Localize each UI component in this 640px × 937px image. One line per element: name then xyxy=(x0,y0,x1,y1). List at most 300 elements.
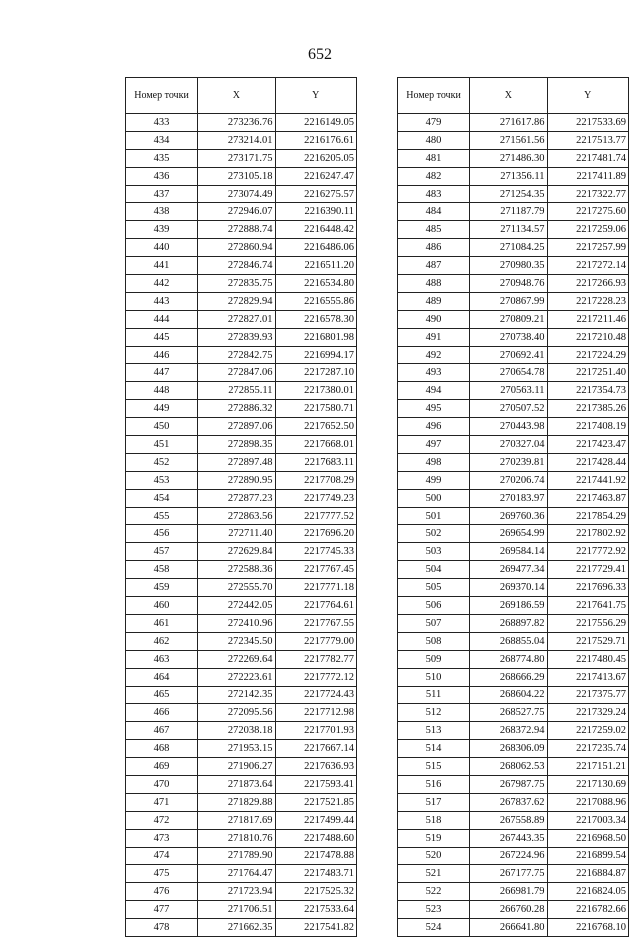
x-coordinate-cell: 272269.64 xyxy=(198,650,275,668)
point-number-cell: 513 xyxy=(398,722,470,740)
y-coordinate-cell: 2217580.71 xyxy=(275,400,356,418)
y-coordinate-cell: 2217708.29 xyxy=(275,471,356,489)
point-number-cell: 457 xyxy=(126,543,198,561)
point-number-cell: 440 xyxy=(126,239,198,257)
y-coordinate-cell: 2217499.44 xyxy=(275,811,356,829)
table-row xyxy=(126,829,357,847)
point-number-cell: 477 xyxy=(126,901,198,919)
point-number-cell: 442 xyxy=(126,275,198,293)
x-coordinate-cell: 271356.11 xyxy=(470,167,547,185)
point-number-cell: 448 xyxy=(126,382,198,400)
point-number-cell: 522 xyxy=(398,883,470,901)
table-row xyxy=(398,364,629,382)
point-number-cell: 474 xyxy=(126,847,198,865)
point-number-cell: 521 xyxy=(398,865,470,883)
y-coordinate-cell: 2216511.20 xyxy=(275,257,356,275)
point-number-cell: 478 xyxy=(126,919,198,937)
x-coordinate-cell: 267837.62 xyxy=(470,793,547,811)
table-row xyxy=(126,489,357,507)
table-row xyxy=(398,919,629,937)
x-coordinate-cell: 270443.98 xyxy=(470,418,547,436)
y-coordinate-cell: 2217767.55 xyxy=(275,614,356,632)
y-coordinate-cell: 2216247.47 xyxy=(275,167,356,185)
x-coordinate-cell: 272223.61 xyxy=(198,668,275,686)
table-row xyxy=(126,400,357,418)
table-row xyxy=(398,114,629,132)
x-coordinate-cell: 269584.14 xyxy=(470,543,547,561)
x-coordinate-cell: 269477.34 xyxy=(470,561,547,579)
y-coordinate-cell: 2217130.69 xyxy=(547,775,628,793)
header-y: Y xyxy=(275,78,356,114)
header-x: X xyxy=(198,78,275,114)
x-coordinate-cell: 272897.06 xyxy=(198,418,275,436)
table-row xyxy=(126,364,357,382)
y-coordinate-cell: 2217322.77 xyxy=(547,185,628,203)
table-row xyxy=(398,632,629,650)
x-coordinate-cell: 271486.30 xyxy=(470,149,547,167)
x-coordinate-cell: 271906.27 xyxy=(198,758,275,776)
y-coordinate-cell: 2217481.74 xyxy=(547,149,628,167)
x-coordinate-cell: 272095.56 xyxy=(198,704,275,722)
point-number-cell: 479 xyxy=(398,114,470,132)
point-number-cell: 465 xyxy=(126,686,198,704)
y-coordinate-cell: 2217854.29 xyxy=(547,507,628,525)
table-row xyxy=(126,811,357,829)
point-number-cell: 493 xyxy=(398,364,470,382)
y-coordinate-cell: 2216205.05 xyxy=(275,149,356,167)
point-number-cell: 455 xyxy=(126,507,198,525)
table-row xyxy=(398,257,629,275)
x-coordinate-cell: 273105.18 xyxy=(198,167,275,185)
header-y: Y xyxy=(547,78,628,114)
point-number-cell: 509 xyxy=(398,650,470,668)
y-coordinate-cell: 2217745.33 xyxy=(275,543,356,561)
table-row xyxy=(126,203,357,221)
y-coordinate-cell: 2217767.45 xyxy=(275,561,356,579)
table-row xyxy=(126,883,357,901)
point-number-cell: 452 xyxy=(126,453,198,471)
point-number-cell: 470 xyxy=(126,775,198,793)
point-number-cell: 466 xyxy=(126,704,198,722)
table-row xyxy=(126,543,357,561)
x-coordinate-cell: 271084.25 xyxy=(470,239,547,257)
point-number-cell: 500 xyxy=(398,489,470,507)
x-coordinate-cell: 267443.35 xyxy=(470,829,547,847)
y-coordinate-cell: 2217636.93 xyxy=(275,758,356,776)
x-coordinate-cell: 272711.40 xyxy=(198,525,275,543)
table-row xyxy=(126,793,357,811)
x-coordinate-cell: 270809.21 xyxy=(470,310,547,328)
table-row xyxy=(126,239,357,257)
y-coordinate-cell: 2217228.23 xyxy=(547,292,628,310)
x-coordinate-cell: 267558.89 xyxy=(470,811,547,829)
table-row xyxy=(126,346,357,364)
x-coordinate-cell: 271561.56 xyxy=(470,131,547,149)
table-row xyxy=(398,561,629,579)
table-row xyxy=(398,275,629,293)
x-coordinate-cell: 272410.96 xyxy=(198,614,275,632)
point-number-cell: 471 xyxy=(126,793,198,811)
table-row xyxy=(398,829,629,847)
y-coordinate-cell: 2217463.87 xyxy=(547,489,628,507)
y-coordinate-cell: 2217287.10 xyxy=(275,364,356,382)
x-coordinate-cell: 273171.75 xyxy=(198,149,275,167)
x-coordinate-cell: 272038.18 xyxy=(198,722,275,740)
y-coordinate-cell: 2217210.48 xyxy=(547,328,628,346)
table-row xyxy=(126,292,357,310)
x-coordinate-cell: 272842.75 xyxy=(198,346,275,364)
table-row xyxy=(126,597,357,615)
y-coordinate-cell: 2216176.61 xyxy=(275,131,356,149)
x-coordinate-cell: 272829.94 xyxy=(198,292,275,310)
y-coordinate-cell: 2216555.86 xyxy=(275,292,356,310)
y-coordinate-cell: 2217729.41 xyxy=(547,561,628,579)
point-number-cell: 510 xyxy=(398,668,470,686)
x-coordinate-cell: 271617.86 xyxy=(470,114,547,132)
table-row xyxy=(398,614,629,632)
x-coordinate-cell: 271723.94 xyxy=(198,883,275,901)
table-row xyxy=(126,775,357,793)
x-coordinate-cell: 273074.49 xyxy=(198,185,275,203)
table-row xyxy=(398,722,629,740)
x-coordinate-cell: 272345.50 xyxy=(198,632,275,650)
y-coordinate-cell: 2217483.71 xyxy=(275,865,356,883)
x-coordinate-cell: 267177.75 xyxy=(470,865,547,883)
y-coordinate-cell: 2217683.11 xyxy=(275,453,356,471)
y-coordinate-cell: 2216486.06 xyxy=(275,239,356,257)
x-coordinate-cell: 268372.94 xyxy=(470,722,547,740)
table-row xyxy=(126,722,357,740)
point-number-cell: 445 xyxy=(126,328,198,346)
table-header-row xyxy=(126,78,357,114)
y-coordinate-cell: 2217259.06 xyxy=(547,221,628,239)
y-coordinate-cell: 2216149.05 xyxy=(275,114,356,132)
point-number-cell: 504 xyxy=(398,561,470,579)
x-coordinate-cell: 272827.01 xyxy=(198,310,275,328)
x-coordinate-cell: 270327.04 xyxy=(470,436,547,454)
y-coordinate-cell: 2217513.77 xyxy=(547,131,628,149)
table-row xyxy=(398,811,629,829)
header-point-number: Номер точки xyxy=(126,78,198,114)
y-coordinate-cell: 2216801.98 xyxy=(275,328,356,346)
y-coordinate-cell: 2217802.92 xyxy=(547,525,628,543)
point-number-cell: 444 xyxy=(126,310,198,328)
x-coordinate-cell: 268604.22 xyxy=(470,686,547,704)
y-coordinate-cell: 2217251.40 xyxy=(547,364,628,382)
table-row xyxy=(126,310,357,328)
point-number-cell: 484 xyxy=(398,203,470,221)
table-row xyxy=(398,400,629,418)
x-coordinate-cell: 272847.06 xyxy=(198,364,275,382)
x-coordinate-cell: 270867.99 xyxy=(470,292,547,310)
x-coordinate-cell: 270980.35 xyxy=(470,257,547,275)
point-number-cell: 494 xyxy=(398,382,470,400)
x-coordinate-cell: 272898.35 xyxy=(198,436,275,454)
y-coordinate-cell: 2217480.45 xyxy=(547,650,628,668)
point-number-cell: 508 xyxy=(398,632,470,650)
y-coordinate-cell: 2217525.32 xyxy=(275,883,356,901)
y-coordinate-cell: 2217712.98 xyxy=(275,704,356,722)
point-number-cell: 436 xyxy=(126,167,198,185)
x-coordinate-cell: 271706.51 xyxy=(198,901,275,919)
x-coordinate-cell: 272877.23 xyxy=(198,489,275,507)
table-row xyxy=(398,686,629,704)
table-row xyxy=(126,668,357,686)
x-coordinate-cell: 267224.96 xyxy=(470,847,547,865)
x-coordinate-cell: 266760.28 xyxy=(470,901,547,919)
point-number-cell: 449 xyxy=(126,400,198,418)
x-coordinate-cell: 271764.47 xyxy=(198,865,275,883)
table-row xyxy=(398,131,629,149)
table-row xyxy=(398,167,629,185)
table-row xyxy=(126,436,357,454)
table-row xyxy=(126,865,357,883)
point-number-cell: 483 xyxy=(398,185,470,203)
point-number-cell: 451 xyxy=(126,436,198,454)
point-number-cell: 515 xyxy=(398,758,470,776)
x-coordinate-cell: 271187.79 xyxy=(470,203,547,221)
x-coordinate-cell: 269760.36 xyxy=(470,507,547,525)
x-coordinate-cell: 266981.79 xyxy=(470,883,547,901)
x-coordinate-cell: 271873.64 xyxy=(198,775,275,793)
x-coordinate-cell: 271134.57 xyxy=(470,221,547,239)
y-coordinate-cell: 2217764.61 xyxy=(275,597,356,615)
point-number-cell: 481 xyxy=(398,149,470,167)
table-row xyxy=(398,203,629,221)
table-row xyxy=(126,740,357,758)
point-number-cell: 518 xyxy=(398,811,470,829)
y-coordinate-cell: 2217354.73 xyxy=(547,382,628,400)
x-coordinate-cell: 270948.76 xyxy=(470,275,547,293)
table-row xyxy=(398,883,629,901)
y-coordinate-cell: 2216448.42 xyxy=(275,221,356,239)
table-row xyxy=(126,579,357,597)
point-number-cell: 475 xyxy=(126,865,198,883)
table-header-row xyxy=(398,78,629,114)
point-number-cell: 517 xyxy=(398,793,470,811)
point-number-cell: 516 xyxy=(398,775,470,793)
y-coordinate-cell: 2216884.87 xyxy=(547,865,628,883)
point-number-cell: 514 xyxy=(398,740,470,758)
coordinates-table-right xyxy=(397,77,629,937)
point-number-cell: 506 xyxy=(398,597,470,615)
y-coordinate-cell: 2217385.26 xyxy=(547,400,628,418)
y-coordinate-cell: 2217488.60 xyxy=(275,829,356,847)
table-row xyxy=(398,793,629,811)
y-coordinate-cell: 2217408.19 xyxy=(547,418,628,436)
x-coordinate-cell: 273214.01 xyxy=(198,131,275,149)
point-number-cell: 473 xyxy=(126,829,198,847)
y-coordinate-cell: 2217641.75 xyxy=(547,597,628,615)
point-number-cell: 520 xyxy=(398,847,470,865)
table-row xyxy=(398,328,629,346)
x-coordinate-cell: 271789.90 xyxy=(198,847,275,865)
y-coordinate-cell: 2217724.43 xyxy=(275,686,356,704)
y-coordinate-cell: 2216534.80 xyxy=(275,275,356,293)
table-row xyxy=(126,453,357,471)
y-coordinate-cell: 2217224.29 xyxy=(547,346,628,364)
x-coordinate-cell: 272886.32 xyxy=(198,400,275,418)
table-row xyxy=(126,650,357,668)
point-number-cell: 480 xyxy=(398,131,470,149)
table-row xyxy=(126,114,357,132)
x-coordinate-cell: 268666.29 xyxy=(470,668,547,686)
point-number-cell: 443 xyxy=(126,292,198,310)
table-row xyxy=(398,865,629,883)
x-coordinate-cell: 271829.88 xyxy=(198,793,275,811)
x-coordinate-cell: 268527.75 xyxy=(470,704,547,722)
header-x: X xyxy=(470,78,547,114)
y-coordinate-cell: 2216968.50 xyxy=(547,829,628,847)
table-row xyxy=(398,775,629,793)
point-number-cell: 461 xyxy=(126,614,198,632)
x-coordinate-cell: 267987.75 xyxy=(470,775,547,793)
point-number-cell: 453 xyxy=(126,471,198,489)
x-coordinate-cell: 271953.15 xyxy=(198,740,275,758)
table-row xyxy=(126,704,357,722)
x-coordinate-cell: 272629.84 xyxy=(198,543,275,561)
x-coordinate-cell: 271662.35 xyxy=(198,919,275,937)
table-row xyxy=(398,436,629,454)
point-number-cell: 491 xyxy=(398,328,470,346)
point-number-cell: 434 xyxy=(126,131,198,149)
y-coordinate-cell: 2217782.77 xyxy=(275,650,356,668)
y-coordinate-cell: 2217088.96 xyxy=(547,793,628,811)
point-number-cell: 523 xyxy=(398,901,470,919)
point-number-cell: 482 xyxy=(398,167,470,185)
y-coordinate-cell: 2217777.52 xyxy=(275,507,356,525)
y-coordinate-cell: 2217533.64 xyxy=(275,901,356,919)
y-coordinate-cell: 2217478.88 xyxy=(275,847,356,865)
point-number-cell: 496 xyxy=(398,418,470,436)
table-row xyxy=(398,221,629,239)
table-row xyxy=(126,901,357,919)
x-coordinate-cell: 272897.48 xyxy=(198,453,275,471)
x-coordinate-cell: 268774.80 xyxy=(470,650,547,668)
point-number-cell: 490 xyxy=(398,310,470,328)
y-coordinate-cell: 2217771.18 xyxy=(275,579,356,597)
y-coordinate-cell: 2216578.30 xyxy=(275,310,356,328)
x-coordinate-cell: 272835.75 xyxy=(198,275,275,293)
table-row xyxy=(126,614,357,632)
y-coordinate-cell: 2217235.74 xyxy=(547,740,628,758)
point-number-cell: 458 xyxy=(126,561,198,579)
table-row xyxy=(126,632,357,650)
table-row xyxy=(398,239,629,257)
x-coordinate-cell: 271817.69 xyxy=(198,811,275,829)
y-coordinate-cell: 2216782.66 xyxy=(547,901,628,919)
y-coordinate-cell: 2216824.05 xyxy=(547,883,628,901)
x-coordinate-cell: 272142.35 xyxy=(198,686,275,704)
y-coordinate-cell: 2217696.20 xyxy=(275,525,356,543)
x-coordinate-cell: 270692.41 xyxy=(470,346,547,364)
table-row xyxy=(126,525,357,543)
point-number-cell: 486 xyxy=(398,239,470,257)
point-number-cell: 456 xyxy=(126,525,198,543)
y-coordinate-cell: 2217266.93 xyxy=(547,275,628,293)
x-coordinate-cell: 268062.53 xyxy=(470,758,547,776)
table-row xyxy=(126,686,357,704)
point-number-cell: 459 xyxy=(126,579,198,597)
x-coordinate-cell: 270183.97 xyxy=(470,489,547,507)
point-number-cell: 512 xyxy=(398,704,470,722)
y-coordinate-cell: 2217668.01 xyxy=(275,436,356,454)
page-number: 652 xyxy=(308,46,332,63)
point-number-cell: 468 xyxy=(126,740,198,758)
table-row xyxy=(126,257,357,275)
point-number-cell: 524 xyxy=(398,919,470,937)
y-coordinate-cell: 2217749.23 xyxy=(275,489,356,507)
point-number-cell: 511 xyxy=(398,686,470,704)
table-row xyxy=(126,758,357,776)
point-number-cell: 463 xyxy=(126,650,198,668)
table-row xyxy=(126,275,357,293)
y-coordinate-cell: 2216768.10 xyxy=(547,919,628,937)
x-coordinate-cell: 270507.52 xyxy=(470,400,547,418)
x-coordinate-cell: 272555.70 xyxy=(198,579,275,597)
y-coordinate-cell: 2217701.93 xyxy=(275,722,356,740)
point-number-cell: 437 xyxy=(126,185,198,203)
x-coordinate-cell: 270738.40 xyxy=(470,328,547,346)
table-row xyxy=(398,471,629,489)
x-coordinate-cell: 271810.76 xyxy=(198,829,275,847)
x-coordinate-cell: 272863.56 xyxy=(198,507,275,525)
y-coordinate-cell: 2217329.24 xyxy=(547,704,628,722)
table-row xyxy=(398,740,629,758)
table-row xyxy=(126,221,357,239)
x-coordinate-cell: 272860.94 xyxy=(198,239,275,257)
x-coordinate-cell: 272442.05 xyxy=(198,597,275,615)
point-number-cell: 487 xyxy=(398,257,470,275)
y-coordinate-cell: 2217380.01 xyxy=(275,382,356,400)
point-number-cell: 447 xyxy=(126,364,198,382)
y-coordinate-cell: 2217696.33 xyxy=(547,579,628,597)
y-coordinate-cell: 2217556.29 xyxy=(547,614,628,632)
point-number-cell: 519 xyxy=(398,829,470,847)
y-coordinate-cell: 2217772.92 xyxy=(547,543,628,561)
header-point-number: Номер точки xyxy=(398,78,470,114)
point-number-cell: 454 xyxy=(126,489,198,507)
table-row xyxy=(398,650,629,668)
x-coordinate-cell: 272890.95 xyxy=(198,471,275,489)
y-coordinate-cell: 2217272.14 xyxy=(547,257,628,275)
table-row xyxy=(126,185,357,203)
x-coordinate-cell: 270563.11 xyxy=(470,382,547,400)
y-coordinate-cell: 2217411.89 xyxy=(547,167,628,185)
x-coordinate-cell: 272888.74 xyxy=(198,221,275,239)
table-row xyxy=(398,453,629,471)
point-number-cell: 462 xyxy=(126,632,198,650)
point-number-cell: 488 xyxy=(398,275,470,293)
x-coordinate-cell: 270239.81 xyxy=(470,453,547,471)
table-row xyxy=(398,758,629,776)
point-number-cell: 469 xyxy=(126,758,198,776)
table-row xyxy=(398,149,629,167)
point-number-cell: 460 xyxy=(126,597,198,615)
point-number-cell: 433 xyxy=(126,114,198,132)
point-number-cell: 476 xyxy=(126,883,198,901)
x-coordinate-cell: 269186.59 xyxy=(470,597,547,615)
table-row xyxy=(398,346,629,364)
y-coordinate-cell: 2216899.54 xyxy=(547,847,628,865)
y-coordinate-cell: 2217441.92 xyxy=(547,471,628,489)
table-row xyxy=(126,471,357,489)
point-number-cell: 464 xyxy=(126,668,198,686)
y-coordinate-cell: 2217779.00 xyxy=(275,632,356,650)
point-number-cell: 435 xyxy=(126,149,198,167)
y-coordinate-cell: 2217003.34 xyxy=(547,811,628,829)
x-coordinate-cell: 272946.07 xyxy=(198,203,275,221)
